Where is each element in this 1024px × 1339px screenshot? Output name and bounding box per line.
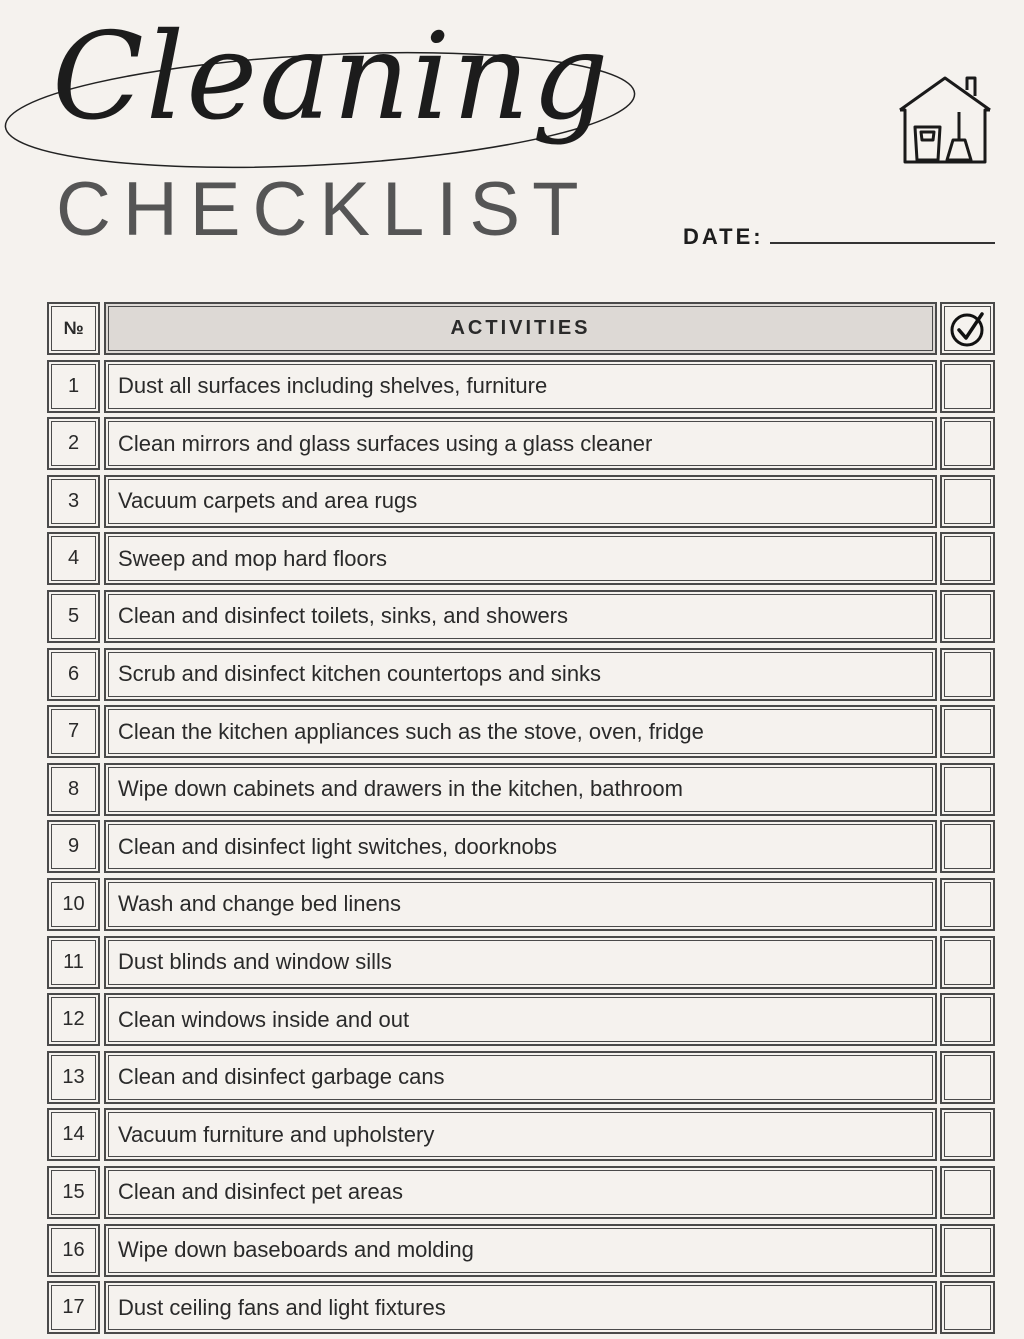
table-row bbox=[47, 648, 995, 701]
row-number: 10 bbox=[47, 878, 100, 931]
row-activity: Clean windows inside and out bbox=[104, 993, 937, 1046]
table-row bbox=[47, 1166, 995, 1219]
row-number: 17 bbox=[47, 1281, 100, 1334]
column-header-activities: ACTIVITIES bbox=[104, 302, 937, 355]
table-row bbox=[47, 532, 995, 585]
table-row bbox=[47, 1281, 995, 1334]
table-header-row bbox=[47, 302, 995, 355]
row-number: 12 bbox=[47, 993, 100, 1046]
row-checkbox[interactable] bbox=[940, 1166, 995, 1219]
row-checkbox[interactable] bbox=[940, 475, 995, 528]
row-checkbox[interactable] bbox=[940, 648, 995, 701]
table-row bbox=[47, 1051, 995, 1104]
table-row bbox=[47, 878, 995, 931]
column-header-check bbox=[940, 302, 995, 355]
title-subtitle: CHECKLIST bbox=[56, 167, 591, 252]
row-activity: Clean and disinfect pet areas bbox=[104, 1166, 937, 1219]
table-row bbox=[47, 1108, 995, 1161]
row-number: 13 bbox=[47, 1051, 100, 1104]
checklist-table bbox=[47, 302, 995, 1339]
row-checkbox[interactable] bbox=[940, 1051, 995, 1104]
row-activity: Clean the kitchen appliances such as the stove, oven, fridge bbox=[104, 705, 937, 758]
row-activity: Clean and disinfect light switches, doorknobs bbox=[104, 820, 937, 873]
table-row bbox=[47, 475, 995, 528]
row-checkbox[interactable] bbox=[940, 820, 995, 873]
row-number: 1 bbox=[47, 360, 100, 413]
row-activity: Dust blinds and window sills bbox=[104, 936, 937, 989]
row-checkbox[interactable] bbox=[940, 936, 995, 989]
row-checkbox[interactable] bbox=[940, 1281, 995, 1334]
row-checkbox[interactable] bbox=[940, 1224, 995, 1277]
row-checkbox[interactable] bbox=[940, 763, 995, 816]
check-circle-icon bbox=[948, 309, 988, 349]
row-activity: Dust all surfaces including shelves, furniture bbox=[104, 360, 937, 413]
table-row bbox=[47, 1224, 995, 1277]
column-header-number: № bbox=[47, 302, 100, 355]
row-activity: Wipe down cabinets and drawers in the kitchen, bathroom bbox=[104, 763, 937, 816]
row-checkbox[interactable] bbox=[940, 590, 995, 643]
row-number: 8 bbox=[47, 763, 100, 816]
row-activity: Clean mirrors and glass surfaces using a glass cleaner bbox=[104, 417, 937, 470]
row-number: 5 bbox=[47, 590, 100, 643]
row-activity: Vacuum carpets and area rugs bbox=[104, 475, 937, 528]
date-input-line[interactable] bbox=[770, 242, 995, 244]
row-activity: Clean and disinfect garbage cans bbox=[104, 1051, 937, 1104]
row-number: 3 bbox=[47, 475, 100, 528]
row-activity: Wash and change bed linens bbox=[104, 878, 937, 931]
title-script: Cleaning bbox=[52, 8, 611, 147]
table-row bbox=[47, 936, 995, 989]
row-checkbox[interactable] bbox=[940, 532, 995, 585]
row-checkbox[interactable] bbox=[940, 417, 995, 470]
row-activity: Clean and disinfect toilets, sinks, and showers bbox=[104, 590, 937, 643]
row-number: 9 bbox=[47, 820, 100, 873]
house-cleaning-icon bbox=[895, 72, 995, 167]
row-number: 15 bbox=[47, 1166, 100, 1219]
row-checkbox[interactable] bbox=[940, 878, 995, 931]
row-activity: Sweep and mop hard floors bbox=[104, 532, 937, 585]
table-row bbox=[47, 417, 995, 470]
row-checkbox[interactable] bbox=[940, 360, 995, 413]
row-checkbox[interactable] bbox=[940, 993, 995, 1046]
table-row bbox=[47, 820, 995, 873]
table-row bbox=[47, 763, 995, 816]
row-checkbox[interactable] bbox=[940, 705, 995, 758]
row-activity: Dust ceiling fans and light fixtures bbox=[104, 1281, 937, 1334]
row-number: 7 bbox=[47, 705, 100, 758]
table-row bbox=[47, 705, 995, 758]
table-row bbox=[47, 360, 995, 413]
date-field[interactable] bbox=[683, 222, 995, 248]
row-number: 14 bbox=[47, 1108, 100, 1161]
row-activity: Scrub and disinfect kitchen countertops and sinks bbox=[104, 648, 937, 701]
row-number: 4 bbox=[47, 532, 100, 585]
row-checkbox[interactable] bbox=[940, 1108, 995, 1161]
row-activity: Wipe down baseboards and molding bbox=[104, 1224, 937, 1277]
row-number: 11 bbox=[47, 936, 100, 989]
row-number: 2 bbox=[47, 417, 100, 470]
row-number: 6 bbox=[47, 648, 100, 701]
row-number: 16 bbox=[47, 1224, 100, 1277]
date-label: DATE: bbox=[683, 224, 764, 249]
table-row bbox=[47, 993, 995, 1046]
table-row bbox=[47, 590, 995, 643]
row-activity: Vacuum furniture and upholstery bbox=[104, 1108, 937, 1161]
